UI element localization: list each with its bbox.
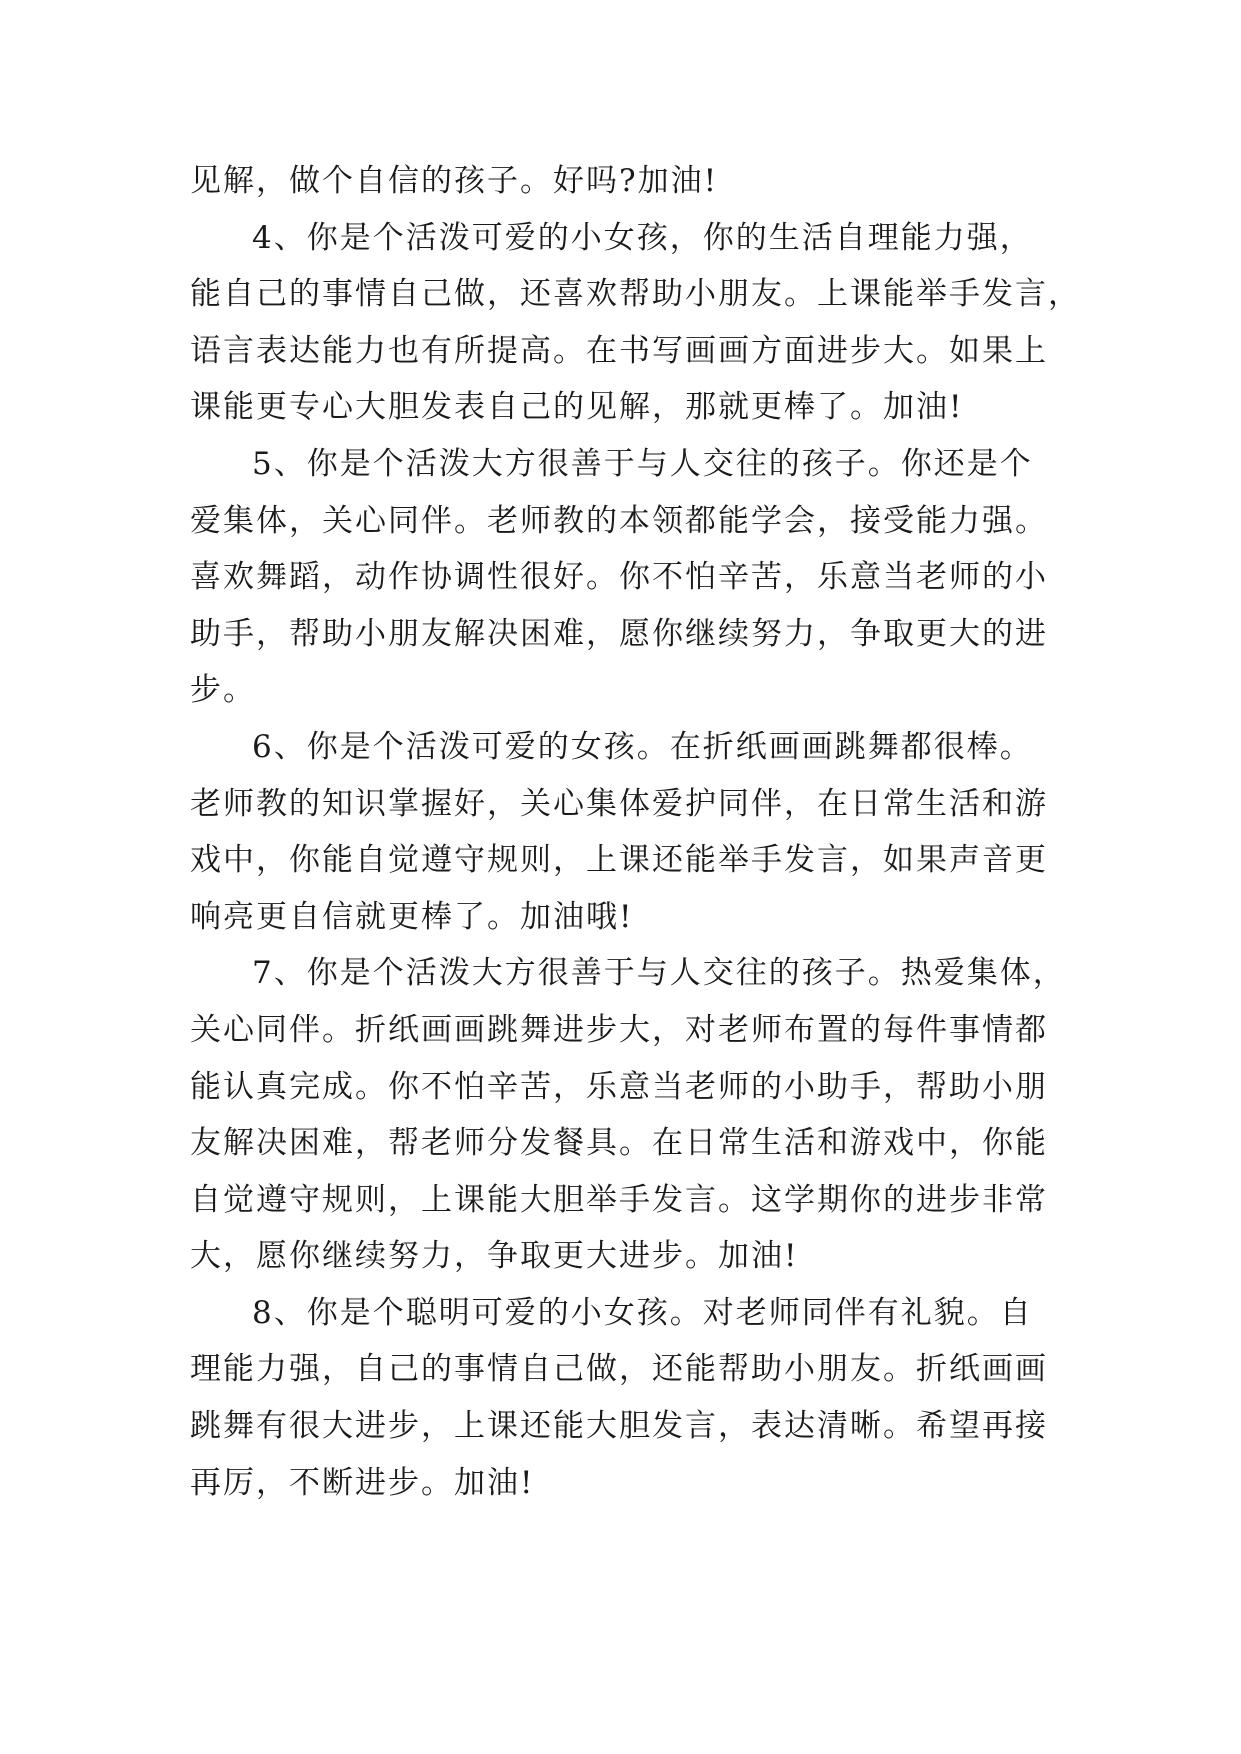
text-line: 理能力强，自己的事情自己做，还能帮助小朋友。折纸画画 xyxy=(190,1351,1048,1388)
text-line: 再厉，不断进步。加油! xyxy=(190,1464,535,1501)
text-line: 5、你是个活泼大方很善于与人交往的孩子。你还是个 xyxy=(252,445,1033,482)
text-line: 关心同伴。折纸画画跳舞进步大，对老师布置的每件事情都 xyxy=(190,1011,1048,1048)
text-line: 6、你是个活泼可爱的女孩。在折纸画画跳舞都很棒。 xyxy=(252,728,1033,765)
text-line: 响亮更自信就更棒了。加油哦! xyxy=(190,898,634,935)
text-line: 爱集体，关心同伴。老师教的本领都能学会，接受能力强。 xyxy=(190,502,1048,539)
text-line: 戏中，你能自觉遵守规则，上课还能举手发言，如果声音更 xyxy=(190,842,1048,879)
text-line: 能认真完成。你不怕辛苦，乐意当老师的小助手，帮助小朋 xyxy=(190,1068,1048,1105)
document-body xyxy=(190,153,1081,1511)
text-line: 友解决困难，帮老师分发餐具。在日常生活和游戏中，你能 xyxy=(190,1125,1048,1162)
text-line: 见解，做个自信的孩子。好吗?加油! xyxy=(190,163,719,199)
text-line: 自觉遵守规则，上课能大胆举手发言。这学期你的进步非常 xyxy=(190,1181,1048,1218)
text-line: 步。 xyxy=(190,672,256,709)
text-line: 能自己的事情自己做，还喜欢帮助小朋友。上课能举手发言， xyxy=(190,276,1081,313)
text-line: 7、你是个活泼大方很善于与人交往的孩子。热爱集体， xyxy=(252,955,1066,992)
text-line: 跳舞有很大进步，上课还能大胆发言，表达清晰。希望再接 xyxy=(190,1408,1048,1445)
text-line: 8、你是个聪明可爱的小女孩。对老师同伴有礼貌。自 xyxy=(252,1294,1033,1331)
text-line: 课能更专心大胆发表自己的见解，那就更棒了。加油! xyxy=(190,389,964,426)
text-line: 老师教的知识掌握好，关心集体爱护同伴，在日常生活和游 xyxy=(190,785,1048,822)
text-line: 喜欢舞蹈，动作协调性很好。你不怕辛苦，乐意当老师的小 xyxy=(190,559,1048,596)
text-line: 助手，帮助小朋友解决困难，愿你继续努力，争取更大的进 xyxy=(190,615,1048,652)
text-line: 大，愿你继续努力，争取更大进步。加油! xyxy=(190,1238,799,1275)
text-line: 语言表达能力也有所提高。在书写画画方面进步大。如果上 xyxy=(190,332,1048,369)
text-line: 4、你是个活泼可爱的小女孩，你的生活自理能力强， xyxy=(252,219,1033,256)
